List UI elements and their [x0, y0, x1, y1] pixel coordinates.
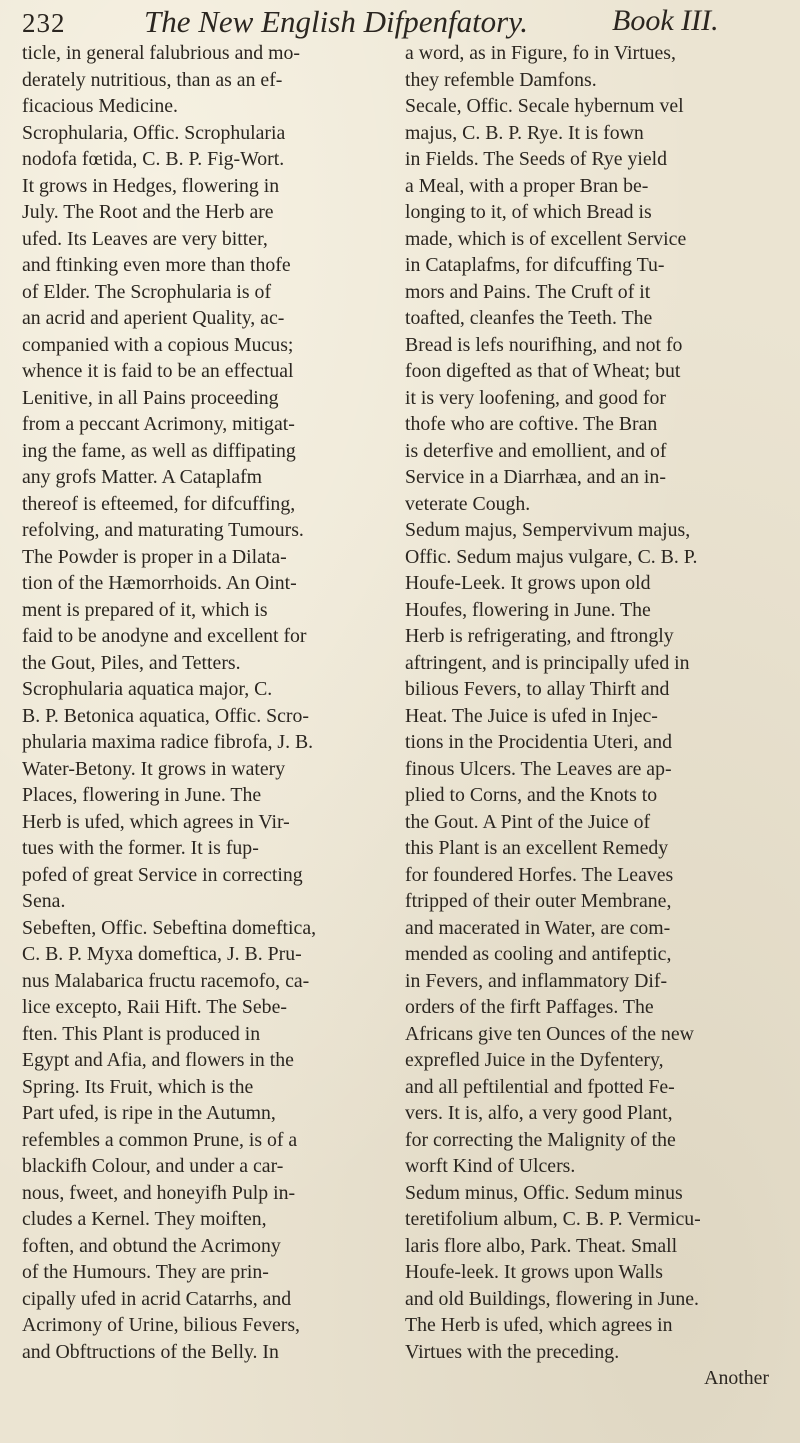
text-line: Offic. Sedum majus vulgare, C. B. P. — [405, 545, 698, 568]
text-line: foften, and obtund the Acrimony — [22, 1234, 281, 1257]
book-reference: Book III. — [612, 4, 719, 37]
text-line: thereof is efteemed, for difcuffing, — [22, 492, 296, 515]
text-line: from a peccant Acrimony, mitigat- — [22, 413, 295, 435]
text-line: Lenitive, in all Pains proceeding — [22, 386, 279, 409]
text-line: cipally ufed in acrid Catarrhs, and — [22, 1287, 292, 1310]
text-line: longing to it, of which Bread is — [405, 201, 652, 223]
text-line: the Gout. A Pint of the Juice of — [405, 810, 651, 833]
text-line: Acrimony of Urine, bilious Fevers, — [22, 1314, 300, 1336]
text-line: blackifh Colour, and under a car- — [22, 1155, 284, 1177]
text-line: foon digefted as that of Wheat; but — [405, 360, 681, 382]
running-title: The New English Difpenfatory. — [144, 4, 529, 39]
text-line: Sena. — [22, 890, 66, 912]
text-line: whence it is faid to be an effectual — [22, 360, 294, 382]
text-line: pofed of great Service in correcting — [22, 863, 303, 886]
text-line: The Herb is ufed, which agrees in — [405, 1314, 673, 1336]
text-line: and ftinking even more than thofe — [22, 254, 291, 276]
text-line: Spring. Its Fruit, which is the — [22, 1075, 254, 1098]
text-line: thofe who are coftive. The Bran — [405, 413, 658, 435]
text-line: toafted, cleanfes the Teeth. The — [405, 307, 653, 329]
text-line: in Cataplafms, for difcuffing Tu- — [405, 254, 665, 276]
text-line: Sedum minus, Offic. Sedum minus — [405, 1181, 683, 1204]
text-line: ftripped of their outer Membrane, — [405, 890, 672, 912]
text-line: Secale, Offic. Secale hybernum vel — [405, 95, 684, 117]
text-line: they refemble Damfons. — [405, 68, 597, 91]
text-line: ment is prepared of it, which is — [22, 598, 268, 621]
text-line: and macerated in Water, are com- — [405, 916, 671, 939]
text-line: Heat. The Juice is ufed in Injec- — [405, 704, 658, 727]
text-line: cludes a Kernel. They moiften, — [22, 1208, 267, 1230]
text-line: The Powder is proper in a Dilata- — [22, 545, 287, 568]
text-line: Africans give ten Ounces of the new — [405, 1022, 694, 1045]
text-line: nus Malabarica fructu racemofo, ca- — [22, 969, 310, 992]
text-line: this Plant is an excellent Remedy — [405, 837, 669, 859]
text-line: mors and Pains. The Cruft of it — [405, 280, 651, 303]
text-line: Service in a Diarrhæa, and an in- — [405, 466, 666, 488]
text-line: refembles a common Prune, is of a — [22, 1128, 298, 1151]
text-line: aftringent, and is principally ufed in — [405, 651, 690, 674]
text-line: companied with a copious Mucus; — [22, 333, 294, 356]
text-line: veterate Cough. — [405, 492, 531, 515]
text-line: Sedum majus, Sempervivum majus, — [405, 519, 691, 541]
text-line: teretifolium album, C. B. P. Vermicu- — [405, 1208, 701, 1230]
text-line: finous Ulcers. The Leaves are ap- — [405, 757, 672, 780]
text-line: Egypt and Afia, and flowers in the — [22, 1049, 294, 1071]
text-line: it is very loofening, and good for — [405, 386, 666, 409]
text-line: Houfe-Leek. It grows upon old — [405, 572, 651, 594]
text-line: worft Kind of Ulcers. — [405, 1155, 576, 1177]
text-line: plied to Corns, and the Knots to — [405, 784, 658, 806]
text-line: nous, fweet, and honeyifh Pulp in- — [22, 1181, 296, 1204]
text-line: Bread is lefs nourifhing, and not fo — [405, 333, 683, 356]
text-line: faid to be anodyne and excellent for — [22, 625, 307, 647]
text-line: mended as cooling and antifeptic, — [405, 943, 672, 965]
left-text-column — [22, 40, 390, 1365]
text-line: Part ufed, is ripe in the Autumn, — [22, 1102, 276, 1124]
text-line: tues with the former. It is fup- — [22, 837, 259, 859]
right-text-column — [405, 40, 783, 1392]
text-line: ing the fame, as well as diffipating — [22, 439, 296, 462]
text-line: majus, C. B. P. Rye. It is fown — [405, 121, 644, 144]
text-line: refolving, and maturating Tumours. — [22, 519, 304, 541]
text-line: ften. This Plant is produced in — [22, 1022, 261, 1045]
text-line: derately nutritious, than as an ef- — [22, 68, 283, 91]
text-line: Herb is ufed, which agrees in Vir- — [22, 810, 290, 833]
text-line: Virtues with the preceding. — [405, 1340, 620, 1363]
text-line: lice excepto, Raii Hift. The Sebe- — [22, 996, 287, 1018]
text-line: made, which is of excellent Service — [405, 227, 687, 250]
page-number: 232 — [22, 8, 66, 38]
text-line: is deterfive and emollient, and of — [405, 439, 667, 462]
text-line: and all peftilential and fpotted Fe- — [405, 1075, 675, 1098]
catchword: Another — [704, 1367, 769, 1389]
text-line: an acrid and aperient Quality, ac- — [22, 307, 285, 329]
text-line: bilious Fevers, to allay Thirft and — [405, 678, 670, 700]
text-line: It grows in Hedges, flowering in — [22, 174, 280, 197]
text-line: any grofs Matter. A Cataplafm — [22, 466, 263, 488]
text-line: July. The Root and the Herb are — [22, 201, 274, 223]
text-line: Houfe-leek. It grows upon Walls — [405, 1261, 663, 1283]
text-line: and Obftructions of the Belly. In — [22, 1340, 279, 1363]
text-line: orders of the firft Paffages. The — [405, 996, 654, 1018]
text-line: of the Humours. They are prin- — [22, 1261, 269, 1283]
text-line: a Meal, with a proper Bran be- — [405, 174, 649, 197]
text-line: C. B. P. Myxa domeftica, J. B. Pru- — [22, 943, 302, 965]
text-line: laris flore albo, Park. Theat. Small — [405, 1234, 678, 1257]
text-line: and old Buildings, flowering in June. — [405, 1287, 699, 1310]
page-header — [22, 0, 792, 40]
text-line: ticle, in general falubrious and mo- — [22, 42, 300, 64]
text-line: Water-Betony. It grows in watery — [22, 757, 286, 780]
text-line: for foundered Horfes. The Leaves — [405, 863, 674, 886]
text-line: ufed. Its Leaves are very bitter, — [22, 227, 268, 250]
text-line: Sebeften, Offic. Sebeftina domeftica, — [22, 916, 317, 939]
text-line: for correcting the Malignity of the — [405, 1128, 676, 1151]
text-line: Places, flowering in June. The — [22, 784, 262, 806]
text-line: nodofa fœtida, C. B. P. Fig-Wort. — [22, 148, 285, 170]
text-line: phularia maxima radice fibrofa, J. B. — [22, 731, 314, 753]
text-line: tion of the Hæmorrhoids. An Oint- — [22, 572, 297, 594]
text-line: in Fields. The Seeds of Rye yield — [405, 148, 668, 170]
text-line: the Gout, Piles, and Tetters. — [22, 651, 241, 674]
text-line: a word, as in Figure, fo in Virtues, — [405, 42, 676, 64]
text-line: Scrophularia aquatica major, C. — [22, 678, 273, 700]
text-line: Houfes, flowering in June. The — [405, 598, 651, 621]
text-line: of Elder. The Scrophularia is of — [22, 280, 272, 303]
text-line: ficacious Medicine. — [22, 95, 178, 117]
text-line: exprefled Juice in the Dyfentery, — [405, 1049, 664, 1071]
text-line: Scrophularia, Offic. Scrophularia — [22, 121, 286, 144]
text-line: tions in the Procidentia Uteri, and — [405, 731, 672, 753]
text-line: B. P. Betonica aquatica, Offic. Scro- — [22, 704, 309, 727]
text-line: in Fevers, and inflammatory Dif- — [405, 969, 668, 992]
text-line: vers. It is, alfo, a very good Plant, — [405, 1102, 673, 1124]
text-line: Herb is refrigerating, and ftrongly — [405, 625, 674, 647]
